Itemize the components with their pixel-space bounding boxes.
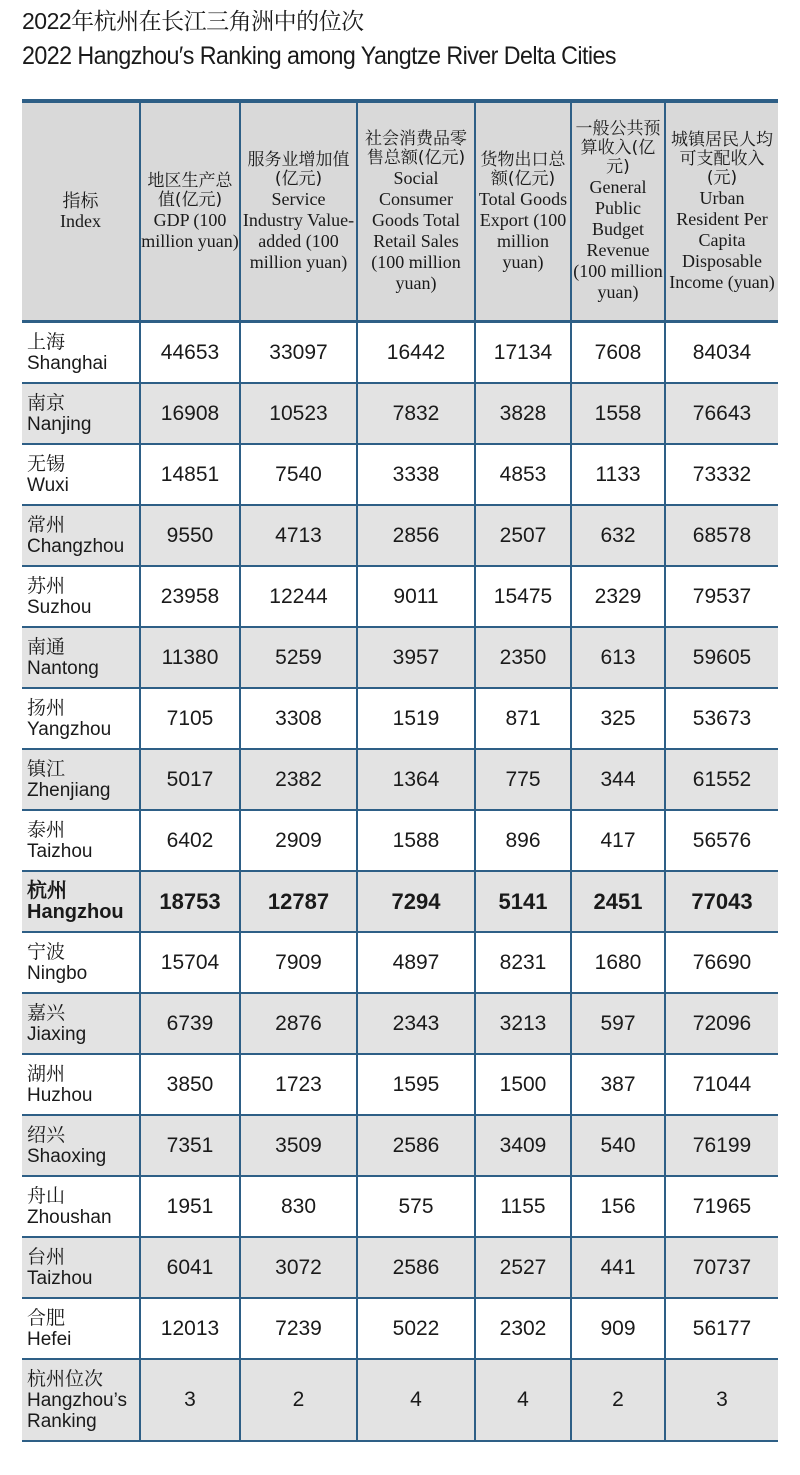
city-name-en: Taizhou bbox=[27, 1267, 93, 1289]
service-industry-cell: 33097 bbox=[240, 322, 357, 384]
disposable-income-cell: 72096 bbox=[665, 993, 778, 1054]
budget-revenue-cell: 441 bbox=[571, 1237, 665, 1298]
header-cn: 城镇居民人均可支配收入(元) bbox=[671, 129, 773, 188]
disposable-income-cell: 56576 bbox=[665, 810, 778, 871]
table-row bbox=[22, 1176, 778, 1237]
goods-export-cell: 8231 bbox=[475, 932, 571, 993]
goods-export-cell: 2507 bbox=[475, 505, 571, 566]
disposable-income-cell: 79537 bbox=[665, 566, 778, 627]
city-name-cn: 舟山 bbox=[27, 1185, 66, 1207]
goods-export-cell: 2302 bbox=[475, 1298, 571, 1359]
budget-revenue-cell: 7608 bbox=[571, 322, 665, 384]
header-en: General Public Budget Revenue (100 million yuan) bbox=[573, 177, 663, 302]
city-name-en: Nantong bbox=[27, 657, 99, 679]
disposable-income-cell: 53673 bbox=[665, 688, 778, 749]
column-header-index bbox=[22, 101, 140, 322]
disposable-income-cell: 61552 bbox=[665, 749, 778, 810]
budget-revenue-cell: 909 bbox=[571, 1298, 665, 1359]
city-name-en: Shaoxing bbox=[27, 1145, 107, 1167]
gdp-ranking-cell: 3 bbox=[140, 1359, 240, 1441]
service-industry-cell: 1723 bbox=[240, 1054, 357, 1115]
goods-export-cell: 5141 bbox=[475, 871, 571, 932]
header-en: Service Industry Value-added (100 million yuan) bbox=[242, 188, 355, 272]
city-name-cn: 杭州 bbox=[27, 879, 67, 902]
goods-export-cell: 3409 bbox=[475, 1115, 571, 1176]
city-cell bbox=[22, 993, 140, 1054]
disposable-income-cell: 71965 bbox=[665, 1176, 778, 1237]
city-cell bbox=[22, 1176, 140, 1237]
service-industry-cell: 5259 bbox=[240, 627, 357, 688]
table-header-row bbox=[22, 101, 778, 322]
disposable-income-cell: 76643 bbox=[665, 383, 778, 444]
city-name-cn: 上海 bbox=[27, 331, 66, 353]
budget-revenue-cell: 1680 bbox=[571, 932, 665, 993]
ranking-table bbox=[22, 99, 778, 1442]
city-name-cn: 无锡 bbox=[27, 453, 66, 475]
service-industry-cell: 4713 bbox=[240, 505, 357, 566]
header-cn: 服务业增加值 (亿元) bbox=[247, 149, 350, 189]
disposable-income-cell: 71044 bbox=[665, 1054, 778, 1115]
city-cell bbox=[22, 810, 140, 871]
header-en: Social Consumer Goods Total Retail Sales (100 million yuan) bbox=[371, 167, 461, 293]
table-row bbox=[22, 993, 778, 1054]
goods-export-cell: 871 bbox=[475, 688, 571, 749]
retail-sales-cell: 3338 bbox=[357, 444, 475, 505]
gdp-cell: 44653 bbox=[140, 322, 240, 384]
column-header-service-industry bbox=[240, 101, 357, 322]
goods-export-cell: 2350 bbox=[475, 627, 571, 688]
city-name-en: Zhenjiang bbox=[27, 779, 111, 801]
table-row bbox=[22, 1298, 778, 1359]
city-name-en: Changzhou bbox=[27, 535, 125, 557]
city-name-en: Ningbo bbox=[27, 962, 88, 984]
header-cn: 货物出口总额(亿元) bbox=[480, 149, 566, 189]
gdp-cell: 6739 bbox=[140, 993, 240, 1054]
budget-revenue-cell: 1558 bbox=[571, 383, 665, 444]
city-cell bbox=[22, 1054, 140, 1115]
service-industry-cell: 2382 bbox=[240, 749, 357, 810]
city-name-en: Wuxi bbox=[27, 474, 69, 496]
budget-revenue-cell: 417 bbox=[571, 810, 665, 871]
retail-sales-cell: 16442 bbox=[357, 322, 475, 384]
city-name-en: Hangzhou bbox=[27, 900, 124, 923]
table-row bbox=[22, 749, 778, 810]
city-name-en: Jiaxing bbox=[27, 1023, 87, 1045]
retail-sales-cell: 7294 bbox=[357, 871, 475, 932]
service-industry-cell: 3509 bbox=[240, 1115, 357, 1176]
budget-revenue-cell: 632 bbox=[571, 505, 665, 566]
retail-sales-cell: 4897 bbox=[357, 932, 475, 993]
table-row bbox=[22, 871, 778, 932]
service-industry-cell: 12787 bbox=[240, 871, 357, 932]
service-industry-cell: 3308 bbox=[240, 688, 357, 749]
table-row bbox=[22, 383, 778, 444]
city-name-cn: 嘉兴 bbox=[27, 1002, 66, 1024]
table-row bbox=[22, 1054, 778, 1115]
service-industry-cell: 7540 bbox=[240, 444, 357, 505]
table-row bbox=[22, 566, 778, 627]
retail-sales-cell: 1595 bbox=[357, 1054, 475, 1115]
disposable-income-cell: 76199 bbox=[665, 1115, 778, 1176]
city-cell bbox=[22, 444, 140, 505]
column-header-retail-sales bbox=[357, 101, 475, 322]
ranking-label-en: Hangzhou’s Ranking bbox=[27, 1389, 128, 1432]
goods-export-cell: 4853 bbox=[475, 444, 571, 505]
header-cn: 社会消费品零售总额(亿元) bbox=[365, 128, 467, 168]
gdp-cell: 6041 bbox=[140, 1237, 240, 1298]
gdp-cell: 7351 bbox=[140, 1115, 240, 1176]
gdp-cell: 5017 bbox=[140, 749, 240, 810]
budget-revenue-cell: 325 bbox=[571, 688, 665, 749]
gdp-cell: 1951 bbox=[140, 1176, 240, 1237]
column-header-budget-revenue bbox=[571, 101, 665, 322]
gdp-cell: 15704 bbox=[140, 932, 240, 993]
table-row bbox=[22, 627, 778, 688]
goods-export-cell: 1500 bbox=[475, 1054, 571, 1115]
city-name-cn: 湖州 bbox=[27, 1063, 66, 1085]
goods-export-cell: 3213 bbox=[475, 993, 571, 1054]
city-name-en: Shanghai bbox=[27, 352, 108, 374]
city-cell bbox=[22, 688, 140, 749]
disposable-income-cell: 77043 bbox=[665, 871, 778, 932]
service-industry-ranking-cell: 2 bbox=[240, 1359, 357, 1441]
retail-sales-cell: 1364 bbox=[357, 749, 475, 810]
table-row bbox=[22, 1237, 778, 1298]
budget-revenue-cell: 387 bbox=[571, 1054, 665, 1115]
disposable-income-cell: 84034 bbox=[665, 322, 778, 384]
service-industry-cell: 7909 bbox=[240, 932, 357, 993]
city-name-en: Huzhou bbox=[27, 1084, 93, 1106]
table-row bbox=[22, 505, 778, 566]
city-name-en: Suzhou bbox=[27, 596, 92, 618]
disposable-income-cell: 70737 bbox=[665, 1237, 778, 1298]
service-industry-cell: 830 bbox=[240, 1176, 357, 1237]
goods-export-cell: 1155 bbox=[475, 1176, 571, 1237]
table-row bbox=[22, 688, 778, 749]
gdp-cell: 6402 bbox=[140, 810, 240, 871]
service-industry-cell: 12244 bbox=[240, 566, 357, 627]
goods-export-cell: 17134 bbox=[475, 322, 571, 384]
city-name-cn: 常州 bbox=[27, 514, 66, 536]
city-cell bbox=[22, 505, 140, 566]
gdp-cell: 9550 bbox=[140, 505, 240, 566]
gdp-cell: 16908 bbox=[140, 383, 240, 444]
city-name-cn: 苏州 bbox=[27, 575, 66, 597]
city-name-cn: 泰州 bbox=[27, 819, 66, 841]
ranking-label-cell bbox=[22, 1359, 140, 1441]
budget-revenue-cell: 2329 bbox=[571, 566, 665, 627]
table-row bbox=[22, 1115, 778, 1176]
city-name-cn: 南通 bbox=[27, 636, 66, 658]
retail-sales-cell: 1519 bbox=[357, 688, 475, 749]
gdp-cell: 7105 bbox=[140, 688, 240, 749]
gdp-cell: 23958 bbox=[140, 566, 240, 627]
city-name-cn: 扬州 bbox=[27, 697, 66, 719]
budget-revenue-cell: 344 bbox=[571, 749, 665, 810]
city-name-cn: 南京 bbox=[27, 392, 66, 414]
retail-sales-cell: 3957 bbox=[357, 627, 475, 688]
city-cell bbox=[22, 322, 140, 384]
disposable-income-cell: 68578 bbox=[665, 505, 778, 566]
gdp-cell: 18753 bbox=[140, 871, 240, 932]
ranking-row bbox=[22, 1359, 778, 1441]
retail-sales-cell: 5022 bbox=[357, 1298, 475, 1359]
retail-sales-cell: 575 bbox=[357, 1176, 475, 1237]
header-en: GDP (100 million yuan) bbox=[141, 209, 239, 251]
goods-export-cell: 3828 bbox=[475, 383, 571, 444]
table-row bbox=[22, 322, 778, 384]
budget-revenue-cell: 156 bbox=[571, 1176, 665, 1237]
header-en: Index bbox=[60, 210, 101, 231]
city-cell bbox=[22, 932, 140, 993]
service-industry-cell: 10523 bbox=[240, 383, 357, 444]
table-body bbox=[22, 322, 778, 1442]
disposable-income-cell: 56177 bbox=[665, 1298, 778, 1359]
column-header-disposable-income bbox=[665, 101, 778, 322]
city-cell bbox=[22, 1237, 140, 1298]
city-cell bbox=[22, 749, 140, 810]
service-industry-cell: 2909 bbox=[240, 810, 357, 871]
retail-sales-ranking-cell: 4 bbox=[357, 1359, 475, 1441]
city-name-en: Yangzhou bbox=[27, 718, 112, 740]
disposable-income-cell: 73332 bbox=[665, 444, 778, 505]
retail-sales-cell: 2856 bbox=[357, 505, 475, 566]
service-industry-cell: 2876 bbox=[240, 993, 357, 1054]
service-industry-cell: 7239 bbox=[240, 1298, 357, 1359]
budget-revenue-cell: 540 bbox=[571, 1115, 665, 1176]
city-name-cn: 台州 bbox=[27, 1246, 66, 1268]
city-cell bbox=[22, 1298, 140, 1359]
table-row bbox=[22, 444, 778, 505]
retail-sales-cell: 1588 bbox=[357, 810, 475, 871]
city-name-en: Zhoushan bbox=[27, 1206, 112, 1228]
page-title-en: 2022 Hangzhou′s Ranking among Yangtze River Delta Cities bbox=[22, 42, 616, 70]
header-cn: 指标 bbox=[62, 190, 99, 212]
header-en: Urban Resident Per Capita Disposable Income (yuan) bbox=[669, 187, 775, 292]
budget-revenue-cell: 1133 bbox=[571, 444, 665, 505]
city-name-cn: 镇江 bbox=[27, 758, 66, 780]
column-header-goods-export bbox=[475, 101, 571, 322]
ranking-label-cn: 杭州位次 bbox=[27, 1368, 104, 1390]
city-name-en: Taizhou bbox=[27, 840, 93, 862]
retail-sales-cell: 2586 bbox=[357, 1115, 475, 1176]
goods-export-cell: 15475 bbox=[475, 566, 571, 627]
header-cn: 一般公共预算收入(亿元) bbox=[575, 119, 661, 177]
budget-revenue-cell: 597 bbox=[571, 993, 665, 1054]
header-en: Total Goods Export (100 million yuan) bbox=[478, 188, 568, 272]
retail-sales-cell: 7832 bbox=[357, 383, 475, 444]
column-header-gdp bbox=[140, 101, 240, 322]
city-cell bbox=[22, 871, 140, 932]
goods-export-cell: 896 bbox=[475, 810, 571, 871]
table-row bbox=[22, 810, 778, 871]
city-cell bbox=[22, 566, 140, 627]
city-name-en: Hefei bbox=[27, 1328, 72, 1350]
table-row bbox=[22, 932, 778, 993]
goods-export-cell: 775 bbox=[475, 749, 571, 810]
service-industry-cell: 3072 bbox=[240, 1237, 357, 1298]
disposable-income-cell: 59605 bbox=[665, 627, 778, 688]
gdp-cell: 3850 bbox=[140, 1054, 240, 1115]
header-cn: 地区生产总值(亿元) bbox=[147, 170, 233, 210]
disposable-income-cell: 76690 bbox=[665, 932, 778, 993]
retail-sales-cell: 9011 bbox=[357, 566, 475, 627]
retail-sales-cell: 2343 bbox=[357, 993, 475, 1054]
disposable-income-ranking-cell: 3 bbox=[665, 1359, 778, 1441]
city-name-cn: 绍兴 bbox=[27, 1124, 66, 1146]
city-cell bbox=[22, 383, 140, 444]
gdp-cell: 12013 bbox=[140, 1298, 240, 1359]
budget-revenue-cell: 2451 bbox=[571, 871, 665, 932]
retail-sales-cell: 2586 bbox=[357, 1237, 475, 1298]
city-name-cn: 宁波 bbox=[27, 941, 66, 963]
city-name-cn: 合肥 bbox=[27, 1307, 66, 1329]
budget-revenue-ranking-cell: 2 bbox=[571, 1359, 665, 1441]
gdp-cell: 14851 bbox=[140, 444, 240, 505]
gdp-cell: 11380 bbox=[140, 627, 240, 688]
goods-export-cell: 2527 bbox=[475, 1237, 571, 1298]
goods-export-ranking-cell: 4 bbox=[475, 1359, 571, 1441]
title-block bbox=[22, 6, 782, 72]
city-cell bbox=[22, 1115, 140, 1176]
budget-revenue-cell: 613 bbox=[571, 627, 665, 688]
page-title-cn: 2022年杭州在长江三角洲中的位次 bbox=[22, 8, 364, 34]
city-cell bbox=[22, 627, 140, 688]
city-name-en: Nanjing bbox=[27, 413, 92, 435]
